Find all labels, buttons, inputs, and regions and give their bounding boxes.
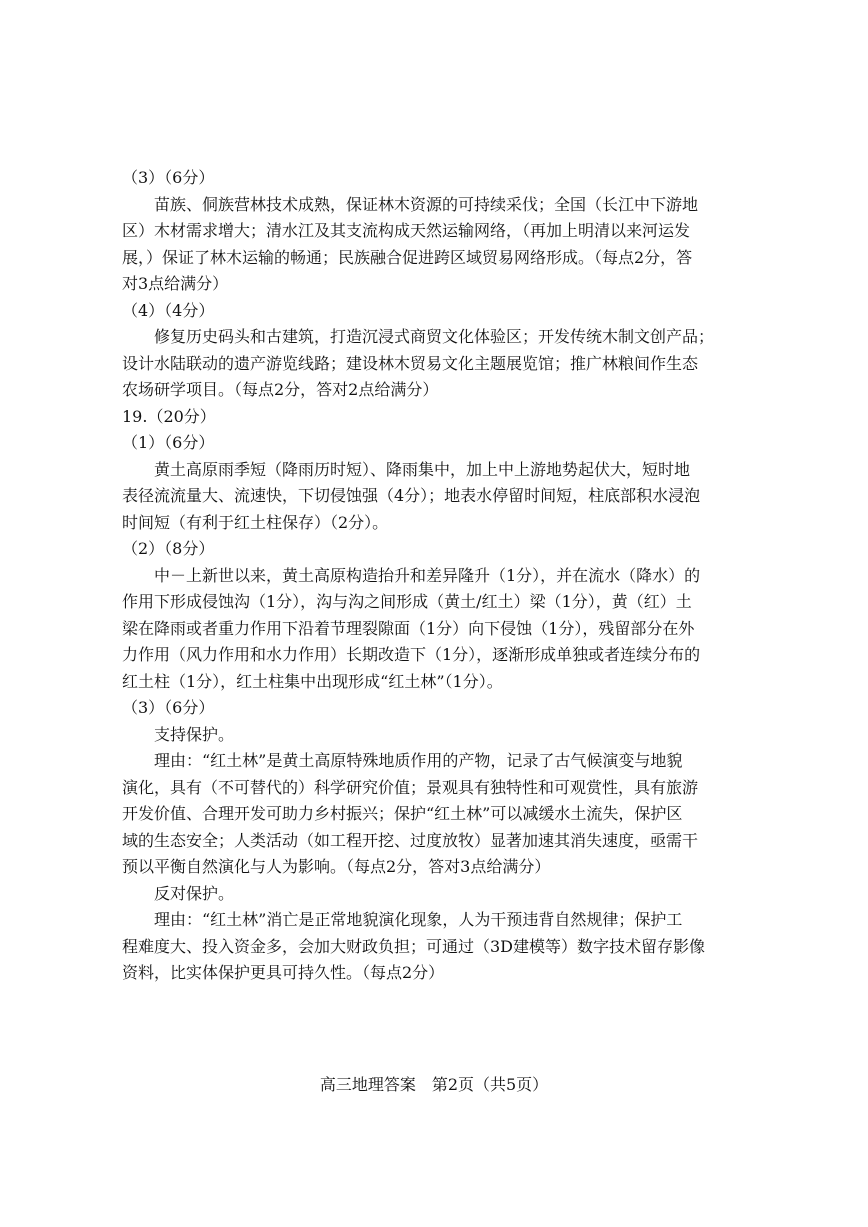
- q18-3-answer-line: 区）木材需求增大；清水江及其支流构成天然运输网络，（再加上明清以来河运发: [122, 221, 691, 240]
- page-footer: 高三地理答案 第2页（共5页）: [319, 1075, 549, 1094]
- q19-3-support-reason-line: 理由：“红土林”是黄土高原特殊地质作用的产物，记录了古气候演变与地貌: [154, 751, 683, 770]
- q19-3-oppose-reason-line: 资料，比实体保护更具可持久性。（每点2分）: [122, 963, 445, 982]
- q18-4-answer-line: 农场研学项目。（每点2分，答对2点给满分）: [122, 380, 439, 399]
- q19-1-heading: （1）（6分）: [122, 433, 215, 452]
- q19-3-support-reason-line: 域的生态安全；人类活动（如工程开挖、过度放牧）显著加速其消失速度，亟需干: [122, 830, 699, 850]
- q19-3-support-stance: 支持保护。: [154, 724, 235, 744]
- q19-1-answer-line: 表径流流量大、流速快，下切侵蚀强（4分）；地表水停留时间短，柱底部积水浸泡: [122, 486, 701, 505]
- q19-2-answer-line: 梁在降雨或者重力作用下沿着节理裂隙面（1分）向下侵蚀（1分），残留部分在外: [122, 618, 695, 638]
- q19-3-support-reason-line: 预以平衡自然演化与人为影响。（每点2分，答对3点给满分）: [122, 857, 551, 876]
- q18-3-answer-line: 苗族、侗族营林技术成熟，保证林木资源的可持续采伐；全国（长江中下游地: [154, 194, 699, 214]
- q19-3-oppose-reason-line: 理由：“红土林”消亡是正常地貌演化现象，人为干预违背自然规律；保护工: [154, 910, 683, 929]
- q19-1-answer-line: 时间短（有利于红土柱保存）（2分）。: [122, 512, 389, 532]
- q18-4-answer-line: 修复历史码头和古建筑，打造沉浸式商贸文化体验区；开发传统木制文创产品；: [154, 327, 715, 346]
- q19-2-heading: （2）（8分）: [122, 539, 215, 558]
- answer-content: [122, 165, 752, 987]
- q19-3-support-reason-line: 演化，具有（不可替代的）科学研究价值；景观具有独特性和可观赏性，具有旅游: [122, 777, 699, 797]
- q18-3-heading: （3）（6分）: [122, 168, 215, 187]
- q19-2-answer-line: 中－上新世以来，黄土高原构造抬升和差异隆升（1分），并在流水（降水）的: [154, 565, 701, 585]
- q19-2-answer-line: 力作用（风力作用和水力作用）长期改造下（1分），逐渐形成单独或者连续分布的: [122, 645, 701, 664]
- q19-1-answer-line: 黄土高原雨季短（降雨历时短）、降雨集中，加上中上游地势起伏大，短时地: [154, 459, 691, 479]
- q19-3-oppose-reason-line: 程难度大、投入资金多，会加大财政负担；可通过（3D建模等）数字技术留存影像: [122, 936, 706, 956]
- q19-3-oppose-stance: 反对保护。: [154, 883, 235, 903]
- q18-3-answer-line: 展，）保证了林木运输的畅通；民族融合促进跨区域贸易网络形成。（每点2分，答: [122, 247, 693, 267]
- q19-heading: 19.（20分）: [122, 406, 216, 426]
- q18-4-heading: （4）（4分）: [122, 300, 215, 320]
- q19-2-answer-line: 红土柱（1分），红土柱集中出现形成“红土林”（1分）。: [122, 671, 503, 691]
- q18-4-answer-line: 设计水陆联动的遗产游览线路；建设林木贸易文化主题展览馆；推广林粮间作生态: [122, 353, 699, 373]
- q19-3-support-reason-line: 开发价值、合理开发可助力乡村振兴；保护“红土林”可以减缓水土流失，保护区: [122, 804, 683, 823]
- q19-3-heading: （3）（6分）: [122, 698, 215, 717]
- q19-2-answer-line: 作用下形成侵蚀沟（1分），沟与沟之间形成（黄土/红土）梁（1分），黄（红）土: [122, 592, 692, 611]
- q18-3-answer-line: 对3点给满分）: [122, 274, 229, 293]
